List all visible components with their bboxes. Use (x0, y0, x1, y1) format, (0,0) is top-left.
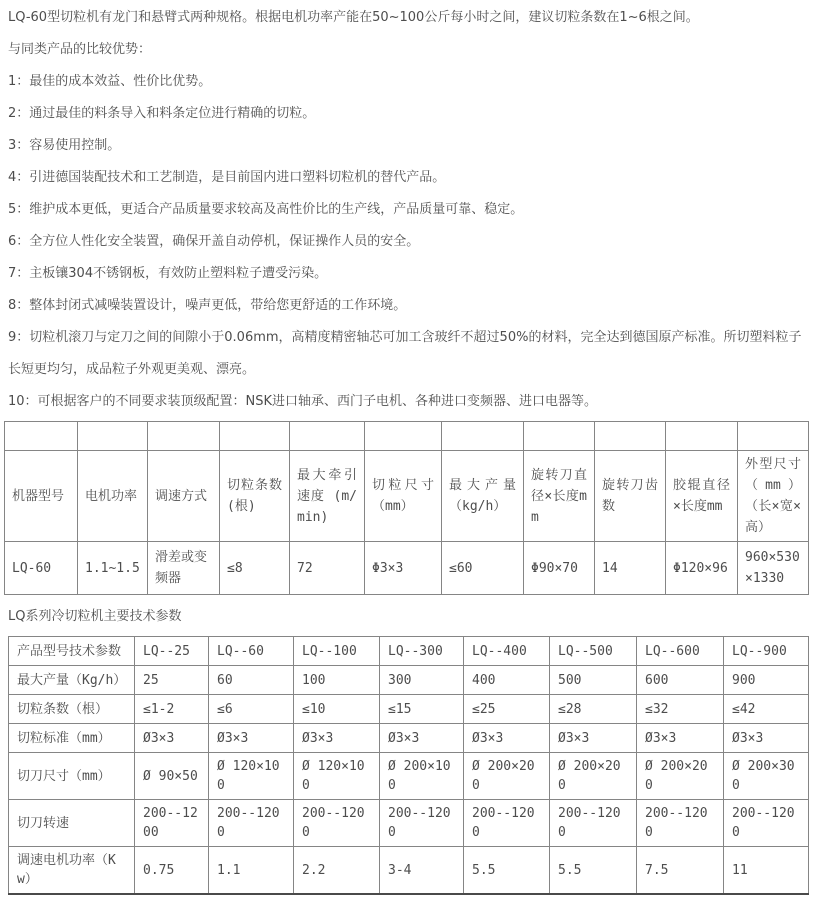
advantage-item: 6：全方位人性化安全装置，确保开盖自动停机，保证操作人员的安全。 (8, 234, 420, 249)
spec-header-cell: 调速方式 (148, 451, 220, 542)
params-value-cell: 200--1200 (637, 800, 724, 847)
spec-header-cell: 旋转刀齿数 (595, 451, 666, 542)
spec-empty-cell (442, 422, 524, 451)
spec-table-empty-row (5, 422, 809, 451)
params-value-cell: ≤6 (209, 695, 294, 724)
advantage-item: 2：通过最佳的料条导入和料条定位进行精确的切粒。 (8, 106, 316, 121)
spec-empty-cell (148, 422, 220, 451)
params-row (9, 666, 809, 695)
params-header-cell: LQ--100 (294, 637, 380, 666)
params-header-row (9, 637, 809, 666)
spec-empty-cell (738, 422, 809, 451)
params-value-cell: ≤1-2 (135, 695, 209, 724)
advantage-item: 5：维护成本更低，更适合产品质量要求较高及高性价比的生产线，产品质量可靠、稳定。 (8, 202, 524, 217)
params-header-cell: LQ--900 (724, 637, 809, 666)
intro-paragraph: LQ-60型切粒机有龙门和悬臂式两种规格。根据电机功率产能在50~100公斤每小时之间，建议切粒条数在1~6根之间。 (8, 10, 699, 25)
spec-value-cell: 72 (290, 542, 365, 595)
spec-header-cell: 切粒尺寸（mm） (365, 451, 442, 542)
spec-header-cell: 最大牵引速度 (m/min) (290, 451, 365, 542)
params-value-cell: 200--1200 (294, 800, 380, 847)
params-row-label: 切刀尺寸（mm） (9, 753, 135, 800)
params-row (9, 695, 809, 724)
params-table (8, 636, 809, 895)
spec-empty-cell (220, 422, 290, 451)
params-value-cell: 5.5 (550, 847, 637, 895)
params-value-cell: 200--1200 (209, 800, 294, 847)
params-value-cell: ≤32 (637, 695, 724, 724)
params-value-cell: Ø3×3 (294, 724, 380, 753)
spec-value-cell: 960×530 ×1330 (738, 542, 809, 595)
params-value-cell: Ø3×3 (380, 724, 464, 753)
params-row-label: 最大产量（Kg/h） (9, 666, 135, 695)
params-value-cell: 500 (550, 666, 637, 695)
params-row-label: 切刀转速 (9, 800, 135, 847)
params-value-cell: Ø3×3 (550, 724, 637, 753)
params-value-cell: Ø3×3 (209, 724, 294, 753)
params-value-cell: 600 (637, 666, 724, 695)
advantage-item: 8：整体封闭式减噪装置设计，噪声更低，带给您更舒适的工作环境。 (8, 298, 407, 313)
advantage-item: 1：最佳的成本效益、性价比优势。 (8, 74, 212, 89)
params-value-cell: 7.5 (637, 847, 724, 895)
advantage-item: 9：切粒机滚刀与定刀之间的间隙小于0.06mm，高精度精密轴芯可加工含玻纤不超过50%的材料，完全达到德国原产标准。所切塑料粒子长短更均匀，成品粒子外观更美观、漂亮。 (8, 330, 802, 377)
spec-value-cell: 1.1~1.5 (78, 542, 148, 595)
advantage-item: 4：引进德国装配技术和工艺制造，是目前国内进口塑料切粒机的替代产品。 (8, 170, 446, 185)
params-value-cell: Ø 200×200 (637, 753, 724, 800)
advantages-title: 与同类产品的比较优势： (8, 42, 152, 57)
params-value-cell: 11 (724, 847, 809, 895)
params-table-title: LQ系列冷切粒机主要技术参数 (8, 609, 182, 624)
spec-value-cell: ≤60 (442, 542, 524, 595)
description-section (8, 2, 810, 418)
spec-header-cell: 电机功率 (78, 451, 148, 542)
spec-value-cell: LQ-60 (5, 542, 78, 595)
params-value-cell: Ø 200×200 (550, 753, 637, 800)
spec-empty-cell (595, 422, 666, 451)
spec-value-cell: Φ120×96 (666, 542, 738, 595)
params-value-cell: Ø3×3 (135, 724, 209, 753)
params-header-cell: LQ--300 (380, 637, 464, 666)
params-value-cell: 200--1200 (550, 800, 637, 847)
advantage-item: 3：容易使用控制。 (8, 138, 121, 153)
params-value-cell: 300 (380, 666, 464, 695)
params-value-cell: ≤25 (464, 695, 550, 724)
params-row (9, 800, 809, 847)
params-row (9, 753, 809, 800)
params-value-cell: Ø3×3 (724, 724, 809, 753)
spec-header-cell: 旋转刀直径×长度mm (524, 451, 595, 542)
spec-header-cell: 外型尺寸（mm） （长×宽×高） (738, 451, 809, 542)
params-row (9, 847, 809, 895)
params-value-cell: Ø 120×100 (294, 753, 380, 800)
params-value-cell: Ø3×3 (637, 724, 724, 753)
spec-value-cell: Φ90×70 (524, 542, 595, 595)
spec-table (4, 421, 809, 595)
spec-empty-cell (365, 422, 442, 451)
advantage-item: 7：主板镶304不锈钢板，有效防止塑料粒子遭受污染。 (8, 266, 328, 281)
spec-header-cell: 最大产量 （kg/h） (442, 451, 524, 542)
spec-empty-cell (666, 422, 738, 451)
spec-value-cell: ≤8 (220, 542, 290, 595)
spec-empty-cell (5, 422, 78, 451)
params-value-cell: 0.75 (135, 847, 209, 895)
params-value-cell: 400 (464, 666, 550, 695)
params-value-cell: 100 (294, 666, 380, 695)
spec-value-cell: 14 (595, 542, 666, 595)
params-value-cell: 200--1200 (724, 800, 809, 847)
spec-empty-cell (524, 422, 595, 451)
params-row-label: 切粒标准（mm） (9, 724, 135, 753)
params-header-cell: 产品型号技术参数 (9, 637, 135, 666)
params-value-cell: 200--1200 (380, 800, 464, 847)
spec-table-header-row (5, 451, 809, 542)
params-value-cell: ≤10 (294, 695, 380, 724)
params-value-cell: 1.1 (209, 847, 294, 895)
spec-header-cell: 机器型号 (5, 451, 78, 542)
params-header-cell: LQ--400 (464, 637, 550, 666)
params-value-cell: ≤42 (724, 695, 809, 724)
params-header-cell: LQ--60 (209, 637, 294, 666)
spec-empty-cell (290, 422, 365, 451)
params-value-cell: Ø 200×200 (464, 753, 550, 800)
params-header-cell: LQ--25 (135, 637, 209, 666)
spec-table-data-row (5, 542, 809, 595)
spec-empty-cell (78, 422, 148, 451)
params-value-cell: Ø 120×100 (209, 753, 294, 800)
params-value-cell: 3-4 (380, 847, 464, 895)
params-value-cell: 200--1200 (464, 800, 550, 847)
params-value-cell: 2.2 (294, 847, 380, 895)
spec-value-cell: Φ3×3 (365, 542, 442, 595)
params-row (9, 724, 809, 753)
params-value-cell: ≤28 (550, 695, 637, 724)
params-value-cell: 900 (724, 666, 809, 695)
spec-header-cell: 切粒条数(根) (220, 451, 290, 542)
spec-header-cell: 胶辊直径×长度mm (666, 451, 738, 542)
advantage-item: 10：可根据客户的不同要求装顶级配置：NSK进口轴承、西门子电机、各种进口变频器、进口电器等。 (8, 394, 598, 409)
params-value-cell: Ø 200×300 (724, 753, 809, 800)
params-header-cell: LQ--500 (550, 637, 637, 666)
params-value-cell: Ø 200×100 (380, 753, 464, 800)
params-value-cell: 200--1200 (135, 800, 209, 847)
params-value-cell: ≤15 (380, 695, 464, 724)
params-row-label: 切粒条数（根） (9, 695, 135, 724)
params-value-cell: 25 (135, 666, 209, 695)
spec-value-cell: 滑差或变频器 (148, 542, 220, 595)
params-value-cell: 5.5 (464, 847, 550, 895)
params-value-cell: Ø3×3 (464, 724, 550, 753)
params-header-cell: LQ--600 (637, 637, 724, 666)
params-value-cell: Ø 90×50 (135, 753, 209, 800)
params-value-cell: 60 (209, 666, 294, 695)
params-row-label: 调速电机功率（Kw） (9, 847, 135, 895)
